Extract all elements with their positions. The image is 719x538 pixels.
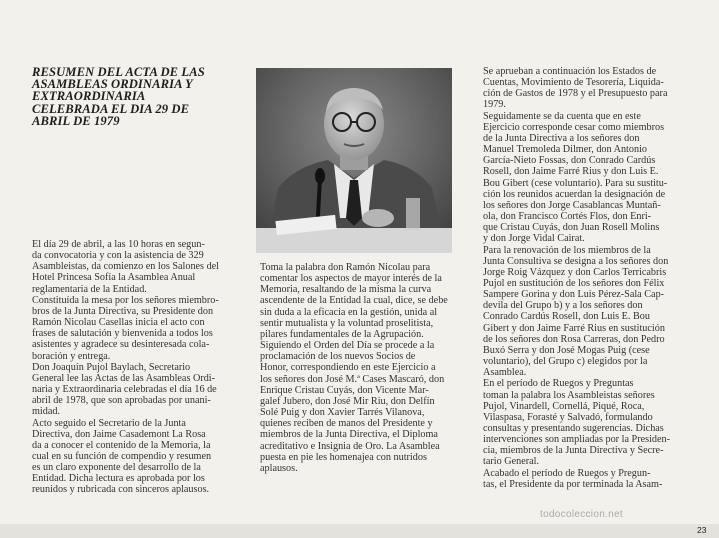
text-line: cia, miembros de la Junta Directiva y Secre- — [483, 445, 664, 457]
text-line: Se aprueban a continuación los Estados de — [483, 66, 657, 77]
text-line: Rosell, don Jaime Farré Rius y don Luis E. — [483, 166, 659, 178]
text-line: Manuel Tremoleda Dilmer, don Antonio — [483, 144, 647, 156]
text-line: 1979. — [483, 99, 506, 111]
text-line: da a conocer el contenido de la Memoria, la — [32, 439, 211, 451]
text-line: Jorge Roig Vázquez y don Carlos Terricabris — [483, 266, 667, 278]
text-line: consultas y presentando sugerencias. Dichas — [483, 423, 664, 434]
page-number: 23 — [697, 525, 707, 535]
text-line: Directiva, don Jaime Casademont La Rosa — [32, 428, 206, 440]
text-line: ascendente de la Entidad la cual, dice, se debe — [260, 295, 448, 307]
text-line: Gibert y don Jaime Farré Rius en sustitución — [483, 322, 665, 334]
text-line: Siguiendo el Orden del Día se procede a la — [260, 340, 435, 352]
text-line: Ejercicio corresponde cesar como miembros — [483, 121, 665, 133]
text-line: miembros de la Junta Directiva, el Diploma — [260, 429, 438, 441]
title-line: RESUMEN DEL ACTA DE LAS — [32, 65, 205, 79]
text-line: Bou Gibert (cese voluntario). Para su sustitu- — [483, 177, 668, 189]
text-line: reunidos y rubricada con sinceros aplausos. — [32, 484, 210, 496]
title-line: ASAMBLEAS ORDINARIA Y — [32, 77, 193, 92]
text-line: da convocatoria y con la asistencia de 329 — [32, 250, 204, 262]
text-line: cual en su función de compendio y resumen — [32, 450, 212, 462]
article-title — [32, 66, 232, 127]
text-line: Acto seguido el Secretario de la Junta — [32, 417, 186, 429]
text-line: Conrado Cardús Rosell, don Luis E. Bou — [483, 311, 650, 323]
text-line: Constituída la mesa por los señores miembro- — [32, 294, 219, 306]
text-line: acreditativo e Insignia de Oro. La Asamblea — [260, 440, 440, 452]
footer-strip — [0, 524, 719, 538]
text-line: Sampere Gorina y don Luis Pérez-Sala Cap- — [483, 289, 665, 301]
text-line: abril de 1978, que son aprobadas por unani- — [32, 395, 211, 407]
text-line: En el período de Ruegos y Preguntas — [483, 378, 634, 390]
text-line: galef Jubero, don José Mir Riu, don Delfín — [260, 395, 435, 407]
text-line: tas, el Presidente da por terminada la Asam- — [483, 478, 663, 490]
text-line: voluntario), del Grupo c) elegidos por la — [483, 356, 648, 368]
text-line: Solé Puig y don Xavier Tarrés Vilanova, — [260, 407, 425, 419]
text-column-middle — [260, 262, 474, 474]
text-line: tario General. — [483, 456, 540, 468]
text-line: Buxó Serra y don José Mogas Puig (cese — [483, 344, 650, 356]
text-line: ola, don Francisco Cortés Flos, don Enri- — [483, 211, 652, 223]
text-line: sin duda a la eficacia en la gestión, unida al — [260, 306, 438, 318]
text-line: boración y entrega. — [32, 350, 111, 362]
text-line: ción los reunidos acuerdan la designación de — [483, 188, 666, 200]
text-line: Toma la palabra don Ramón Nicolau para — [260, 262, 431, 273]
title-line: ABRIL DE 1979 — [32, 113, 120, 128]
text-line: los señores don Jorge Casablancas Muntañ- — [483, 199, 661, 211]
text-line: de la Junta Directiva a los señores don — [483, 132, 640, 144]
text-line: frases de salutación y bienvenida a todos los — [32, 328, 213, 340]
text-line: intervenciones son ampliadas por la Presiden- — [483, 434, 671, 446]
text-line: aplausos. — [260, 462, 298, 474]
text-line: devila del Grupo b) y a los señores don — [483, 300, 643, 312]
text-line: es un claro exponente del desarrollo de la — [32, 462, 201, 474]
text-line: Asamblea. — [483, 367, 527, 379]
text-line: Entidad. Dicha lectura es aprobada por los — [32, 473, 205, 485]
text-line: Memoria, resaltando de la misma la curva — [260, 284, 432, 296]
text-line: comentar los aspectos de mayor interés de la — [260, 273, 442, 285]
portrait-photo — [256, 68, 452, 253]
text-line: General lee las Actas de las Asambleas Ordi- — [32, 372, 216, 384]
text-line: Asambleistas, da comienzo en los Salones del — [32, 261, 220, 273]
text-line: toman la palabra los Asambleistas señores — [483, 389, 655, 401]
text-line: pilares fundamentales de la Agrupación. — [260, 328, 424, 340]
text-line: Vilaspasa, Forasté y Salvadó, formulando — [483, 411, 653, 423]
text-line: Cuentas, Movimiento de Tesorería, Liquida- — [483, 77, 664, 89]
text-line: ción de Gastos de 1978 y el Presupuesto para — [483, 88, 668, 100]
text-line: Honor, correspondiendo en este Ejercicio a — [260, 362, 436, 374]
text-line: Enrique Cristau Cuyás, don Vicente Mar- — [260, 384, 429, 396]
text-line: naria y Extraordinaria celebradas el día 16 de — [32, 384, 217, 396]
text-line: sentir mutualista y la voluntad proselitista, — [260, 317, 434, 329]
title-line: CELEBRADA EL DIA 29 DE — [32, 101, 190, 116]
watermark-text: todocoleccion.net — [540, 509, 623, 520]
text-line: Hotel Princesa Sofía la Asamblea Anual — [32, 272, 196, 284]
text-line: García-Nieto Fossas, don Conrado Cardús — [483, 155, 656, 167]
text-line: Pujol, Vinardell, Cornellá, Piqué, Roca, — [483, 400, 645, 412]
text-line: Ramón Nicolau Casellas inicia el acto con — [32, 317, 205, 329]
text-line: midad. — [32, 406, 61, 418]
text-line: proclamación de los nuevos Socios de — [260, 351, 416, 363]
text-line: Seguidamente se da cuenta que en este — [483, 110, 641, 122]
text-line: que Cristau Cuyás, don Juan Rosell Molins — [483, 222, 660, 234]
text-line: Para la renovación de los miembros de la — [483, 244, 651, 256]
text-line: y don Jorge Vidal Cairat. — [483, 233, 585, 245]
text-line: de los señores don Rosa Carreras, don Pedro — [483, 333, 665, 345]
text-line: puesta en pie les homenajea con nutridos — [260, 451, 427, 463]
text-line: El día 29 de abril, a las 10 horas en segun- — [32, 239, 205, 250]
text-line: Junta Consultiva se designa a los señores don — [483, 255, 669, 267]
title-line: EXTRAORDINARIA — [32, 89, 146, 104]
text-line: Pujol en sustitución de los señores don Félix — [483, 277, 665, 289]
text-line: los señores don José M.ª Cases Mascaró, don — [260, 373, 445, 385]
text-line: bros de la Junta Directiva, su Presidente don — [32, 305, 214, 317]
text-line: asistentes y agradece su desinteresada cola- — [32, 339, 210, 351]
text-line: quienes reciben de manos del Presidente y — [260, 418, 433, 430]
text-line: Don Joaquín Pujol Baylach, Secretario — [32, 361, 191, 373]
text-column-left — [32, 239, 242, 496]
text-line: Acabado el período de Ruegos y Pregun- — [483, 467, 651, 479]
text-line: reglamentaria de la Entidad. — [32, 283, 147, 295]
text-column-right — [483, 66, 701, 490]
